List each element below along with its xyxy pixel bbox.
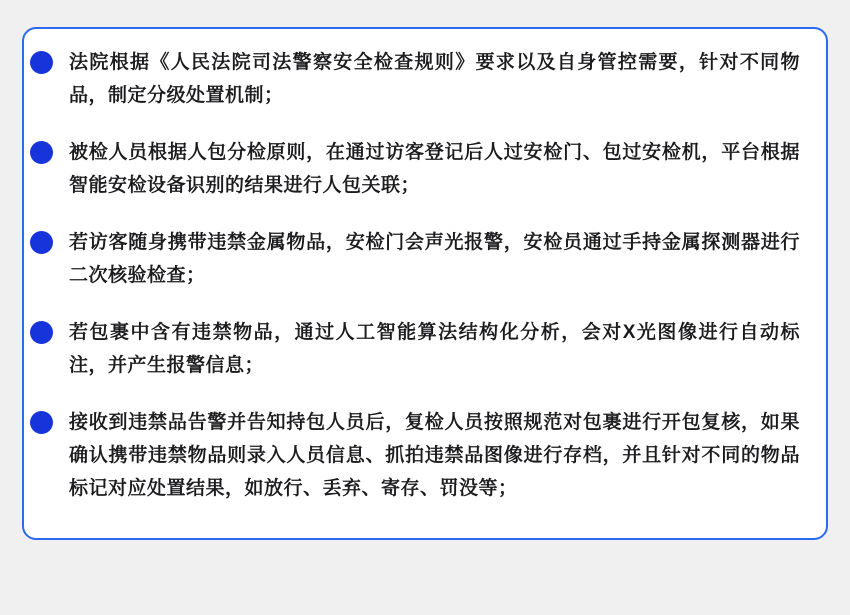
bullet-circle-icon [30,51,53,74]
list-item-text: 被检人员根据人包分检原则，在通过访客登记后人过安检门、包过安检机，平台根据智能安检设备识别的结果进行人包关联； [69,142,800,196]
list-item-text: 接收到违禁品告警并告知持包人员后，复检人员按照规范对包裹进行开包复核，如果确认携带违禁物品则录入人员信息、抓拍违禁品图像进行存档，并且针对不同的物品标记对应处置结果，如放行、丢弃、寄存、罚没等； [69,412,800,499]
info-card [22,27,828,540]
list-item-text: 法院根据《人民法院司法警察安全检查规则》要求以及自身管控需要，针对不同物品，制定分级处置机制； [69,52,800,106]
bullet-circle-icon [30,411,53,434]
list-item [30,316,800,382]
list-item-text: 若访客随身携带违禁金属物品，安检门会声光报警，安检员通过手持金属探测器进行二次核验检查； [69,232,800,286]
list-item [30,136,800,202]
bullet-circle-icon [30,231,53,254]
list-item [30,226,800,292]
bullet-circle-icon [30,321,53,344]
list-item [30,406,800,505]
list-item-text: 若包裹中含有违禁物品，通过人工智能算法结构化分析，会对X光图像进行自动标注，并产生报警信息； [69,322,800,376]
list-item [30,46,800,112]
bullet-circle-icon [30,141,53,164]
